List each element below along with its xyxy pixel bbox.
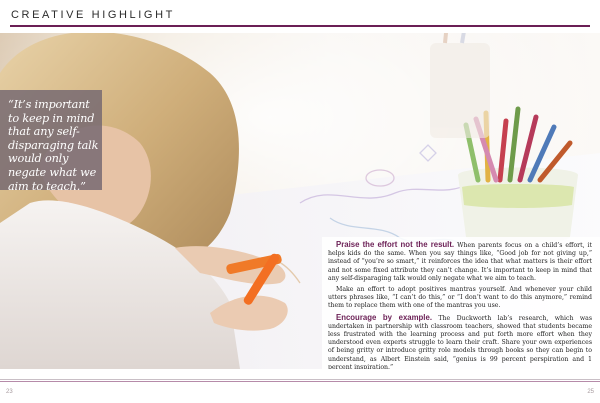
page-number-left: 23 <box>6 389 13 395</box>
article-text-panel <box>322 237 600 369</box>
section1-text: When parents focus on a child’s effort, it helps kids do the same. When you say things like, “Good job for not giving up,” instead of “you’re so smart,” it reinforces the idea that what matters is their effort and not some fixed attribute they can’t change. It’s important to keep in mind that any self-disparaging talk would only negate what we aim to teach. <box>328 242 593 282</box>
section2-paragraph <box>328 314 592 369</box>
article-body <box>328 241 592 369</box>
section1-paragraph <box>328 241 592 283</box>
section-title: CREATIVE HIGHLIGHT <box>11 9 175 21</box>
pull-quote-box <box>0 90 102 193</box>
header-rule <box>10 25 590 27</box>
section1-paragraph-2: Make an effort to adopt positives mantras yourself. And whenever your child utters phrases like, “I can’t do this,” or “I don’t want to do this anymore,” remind them to replace them with one of the mantras you use. <box>328 286 592 310</box>
section2-heading: Encourage by example. <box>336 312 432 322</box>
section1-heading: Praise the effort not the result. <box>336 240 455 249</box>
footer-rule <box>0 379 600 380</box>
footer-rule-accent <box>0 381 600 382</box>
section2-text: The Duckworth lab’s research, which was undertaken in partnership with classroom teachers, showed that students became less frustrated with the learning process and put forth more effort when they understood even experts struggle to learn their craft. Share your own experiences of being gritty or introduce gritty role models through books so they can begin to understand, as Albert Einstein said, “genius is 99 percent perspiration and 1 percent inspiration.” <box>328 314 592 369</box>
pull-quote: “It’s important to keep in mind that any self-disparaging talk would only negate what we aim to teach.” <box>8 98 99 193</box>
hero-photo <box>0 33 600 369</box>
page-footer <box>0 369 600 403</box>
page-number-right: 25 <box>587 389 594 395</box>
page-header <box>0 0 600 32</box>
